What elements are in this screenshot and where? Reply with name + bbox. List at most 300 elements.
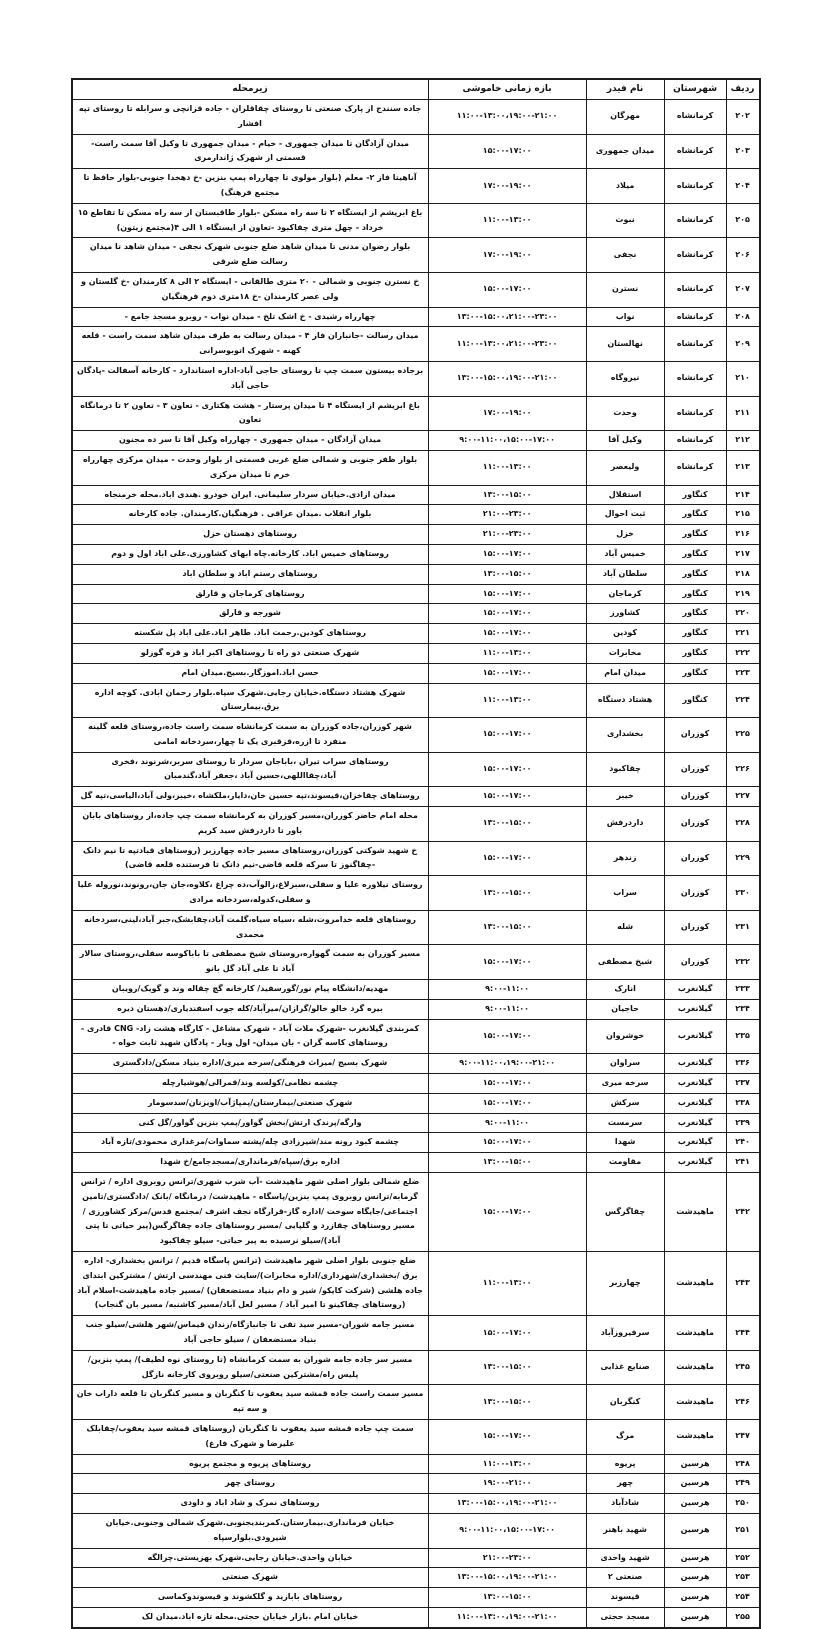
row-number-cell: ۲۲۱: [726, 624, 759, 644]
feeder-cell: نواب: [586, 307, 664, 327]
outage-time-cell: [428, 945, 586, 980]
feeder-cell: میدان امام: [586, 663, 664, 683]
row-number-cell: ۲۲۷: [726, 787, 759, 807]
outage-time-cell: [428, 752, 586, 787]
feeder-cell: شهدا: [586, 1133, 664, 1153]
outage-time-cell: [428, 663, 586, 683]
subneighborhood-cell: باغ ابریشم از ایستگاه ۴ تا میدان پرستار - هشت هکتاری - تعاون ۳ - تعاون ۲ تا درمانگاه تعاون: [72, 396, 429, 431]
table-row: [72, 1588, 760, 1608]
table-row: [72, 604, 760, 624]
outage-time-cell: [428, 910, 586, 945]
subneighborhood-cell: جاده سنندج از پارک صنعتی تا روستای چقاقلران - جاده قزانچی و سرابله تا روستای تپه افشار: [72, 100, 429, 135]
outage-time-value: ۱۵:۰۰-۱۷:۰۰: [482, 1137, 532, 1147]
row-number-cell: ۲۰۴: [726, 169, 759, 204]
feeder-cell: مهرگان: [586, 100, 664, 135]
outage-time-value: ۹:۰۰-۱۱:۰۰: [485, 1003, 530, 1013]
subneighborhood-cell: محله امام حاضر کوزران،مسیر کوزران به کرمانشاه سمت چپ جاده،از روستاهای بابان باور تا داردرفش سید کریم: [72, 807, 429, 842]
outage-time-value: ۲۱:۰۰-۲۳:۰۰: [482, 529, 532, 539]
county-cell: گیلانغرب: [664, 1019, 726, 1054]
county-cell: گیلانغرب: [664, 1074, 726, 1094]
outage-time-value: ۱۹:۰۰-۲۱:۰۰: [482, 1478, 532, 1488]
table-row: [72, 1316, 760, 1351]
county-cell: ماهیدشت: [664, 1252, 726, 1316]
table-row: [72, 787, 760, 807]
table-row: [72, 450, 760, 485]
outage-time-cell: [428, 841, 586, 876]
county-cell: کنگاور: [664, 485, 726, 505]
row-number-cell: ۲۰۵: [726, 203, 759, 238]
row-number-cell: ۲۱۳: [726, 450, 759, 485]
row-number-cell: ۲۵۵: [726, 1607, 759, 1627]
outage-time-value: ۱۳:۰۰-۱۵:۰۰: [482, 489, 532, 499]
feeder-cell: هشتاد دستگاه: [586, 683, 664, 718]
outage-time-cell: [428, 1494, 586, 1514]
outage-time-value: ۱۳:۰۰-۱۵:۰۰: [482, 818, 532, 828]
outage-time-cell: [428, 1474, 586, 1494]
subneighborhood-cell: میدان آزادگان تا میدان جمهوری - خیام - میدان جمهوری تا وکیل آقا سمت راست-قسمتی از شهرک ژاندارمری: [72, 134, 429, 169]
outage-time-value: ۱۳:۰۰-۱۵:۰۰،۱۹:۰۰-۲۱:۰۰: [456, 373, 558, 383]
county-cell: کنگاور: [664, 643, 726, 663]
outage-time-value: ۱۱:۰۰-۱۳:۰۰،۲۱:۰۰-۲۳:۰۰: [456, 338, 558, 348]
table-row: [72, 169, 760, 204]
row-number-cell: ۲۲۶: [726, 752, 759, 787]
outage-time-value: ۱۵:۰۰-۱۷:۰۰: [482, 588, 532, 598]
outage-schedule-table: [71, 78, 761, 1629]
subneighborhood-cell: روستاهای دهستان خزل: [72, 525, 429, 545]
outage-time-value: ۱۱:۰۰-۱۳:۰۰،۱۹:۰۰-۲۱:۰۰: [456, 1611, 558, 1621]
subneighborhood-cell: خیابان امام .بازار خیابان حجتی.محله تازه اباد.میدان لک: [72, 1607, 429, 1627]
subneighborhood-cell: وارگه/پرندک ارتش/بخش گواور/پمپ بنزین گواور/گل کنی: [72, 1113, 429, 1133]
outage-time-cell: [428, 450, 586, 485]
row-number-cell: ۲۳۲: [726, 945, 759, 980]
subneighborhood-cell: خیابان واحدی.خیابان رجایی.شهرک بهزیستی.چرالگه: [72, 1548, 429, 1568]
feeder-cell: داردرفش: [586, 807, 664, 842]
table-row: [72, 307, 760, 327]
subneighborhood-cell: خیابان فرمانداری.بیمارستان.کمربندیجنوبی.شهرک شمالی وجنوبی.خیابان شیرودی.بلوارسپاه: [72, 1513, 429, 1548]
outage-time-cell: [428, 1513, 586, 1548]
row-number-cell: ۲۰۷: [726, 272, 759, 307]
table-row: [72, 1019, 760, 1054]
header-county: شهرستان: [664, 79, 726, 100]
county-cell: کوزران: [664, 807, 726, 842]
subneighborhood-cell: روستاهای نمرک و شاد اباد و داودی: [72, 1494, 429, 1514]
outage-time-value: ۹:۰۰-۱۱:۰۰،۱۵:۰۰-۱۷:۰۰: [459, 1525, 555, 1535]
outage-time-cell: [428, 1113, 586, 1133]
outage-time-cell: [428, 643, 586, 663]
outage-time-value: ۱۵:۰۰-۱۷:۰۰: [482, 729, 532, 739]
table-row: [72, 1568, 760, 1588]
subneighborhood-cell: مسیر جامه شوران-مسیر سید تقی تا جانبازگاه/زندان قیماس/شهر هلشی/سیلو جنب بنیاد مستضعفان / سیلو حاجی آباد: [72, 1316, 429, 1351]
feeder-cell: چقاکبود: [586, 752, 664, 787]
county-cell: هرسین: [664, 1588, 726, 1608]
subneighborhood-cell: روستاهای چقاخزان،قیسوند،تپه حسین خان،دایار،ملکشاه ،خیبر،ولی آباد،الیاسی،تپه گل: [72, 787, 429, 807]
table-row: [72, 999, 760, 1019]
outage-time-cell: [428, 1568, 586, 1588]
row-number-cell: ۲۳۴: [726, 999, 759, 1019]
outage-time-cell: [428, 431, 586, 451]
row-number-cell: ۲۴۵: [726, 1350, 759, 1385]
outage-time-value: ۱۳:۰۰-۱۵:۰۰: [482, 1362, 532, 1372]
subneighborhood-cell: مسیر سمت راست جاده قمشه سید یعقوب تا کنگربان و مسیر کنگربان تا قلعه داراب خان و سه تپه: [72, 1385, 429, 1420]
feeder-cell: چهر: [586, 1474, 664, 1494]
row-number-cell: ۲۱۶: [726, 525, 759, 545]
outage-time-value: ۱۵:۰۰-۱۷:۰۰: [482, 667, 532, 677]
subneighborhood-cell: روستاهای سراب تیران ،باباجان سردار تا روستای سربر،شرنوند ،فخری آباد،چقااللهی،حسین آباد ،جعفر آباد،گندمبان: [72, 752, 429, 787]
outage-time-value: ۱۱:۰۰-۱۳:۰۰: [482, 694, 532, 704]
feeder-cell: ولیعصر: [586, 450, 664, 485]
outage-time-value: ۱۳:۰۰-۱۵:۰۰: [482, 568, 532, 578]
subneighborhood-cell: بلوار ظفر جنوبی و شمالی ضلع غربی قسمتی از بلوار وحدت - میدان مرکزی چهارراه خرم تا میدان مرکزی: [72, 450, 429, 485]
subneighborhood-cell: شهرک صنعتی دو راه تا روستاهای اکبر اباد و قره گوزلو: [72, 643, 429, 663]
table-row: [72, 505, 760, 525]
row-number-cell: ۲۵۲: [726, 1548, 759, 1568]
feeder-cell: خزل: [586, 525, 664, 545]
table-row: [72, 841, 760, 876]
row-number-cell: ۲۳۶: [726, 1054, 759, 1074]
outage-time-cell: [428, 1252, 586, 1316]
subneighborhood-cell: شهرک هشتاد دستگاه.خیابان رجایی.شهرک سپاه.بلوار رحمان ابادی. کوچه اداره برق.بیمارستان: [72, 683, 429, 718]
outage-time-value: ۱۵:۰۰-۱۷:۰۰: [482, 1078, 532, 1088]
county-cell: کرمانشاه: [664, 238, 726, 273]
table-row: [72, 203, 760, 238]
outage-time-value: ۱۵:۰۰-۱۷:۰۰: [482, 548, 532, 558]
header-subneighborhood: زیرمحله: [72, 79, 429, 100]
row-number-cell: ۲۵۱: [726, 1513, 759, 1548]
outage-time-value: ۱۵:۰۰-۱۷:۰۰: [482, 1431, 532, 1441]
table-row: [72, 327, 760, 362]
outage-time-value: ۱۵:۰۰-۱۷:۰۰: [482, 284, 532, 294]
county-cell: کرمانشاه: [664, 134, 726, 169]
outage-time-cell: [428, 1173, 586, 1252]
row-number-cell: ۲۵۳: [726, 1568, 759, 1588]
county-cell: هرسین: [664, 1548, 726, 1568]
county-cell: کوزران: [664, 752, 726, 787]
feeder-cell: خیبر: [586, 787, 664, 807]
feeder-cell: شیخ مصطفی: [586, 945, 664, 980]
outage-time-cell: [428, 683, 586, 718]
county-cell: هرسین: [664, 1454, 726, 1474]
outage-time-cell: [428, 134, 586, 169]
feeder-cell: چهارزبر: [586, 1252, 664, 1316]
outage-time-value: ۱۱:۰۰-۱۳:۰۰: [482, 1458, 532, 1468]
feeder-cell: سراوان: [586, 1054, 664, 1074]
feeder-cell: سرفیروزآباد: [586, 1316, 664, 1351]
feeder-cell: شادآباد: [586, 1494, 664, 1514]
outage-time-value: ۱۵:۰۰-۱۷:۰۰: [482, 956, 532, 966]
table-body: [72, 100, 760, 1628]
table-row: [72, 1607, 760, 1627]
row-number-cell: ۲۲۳: [726, 663, 759, 683]
outage-time-cell: [428, 307, 586, 327]
outage-time-value: ۱۵:۰۰-۱۷:۰۰: [482, 791, 532, 801]
outage-time-cell: [428, 361, 586, 396]
header-outage-time: بازه زمانی خاموشی: [428, 79, 586, 100]
county-cell: کنگاور: [664, 564, 726, 584]
county-cell: کوزران: [664, 876, 726, 911]
feeder-cell: کرماجان: [586, 584, 664, 604]
outage-time-cell: [428, 1074, 586, 1094]
outage-time-value: ۱۷:۰۰-۱۹:۰۰: [482, 180, 532, 190]
table-row: [72, 1133, 760, 1153]
feeder-cell: سلطان آباد: [586, 564, 664, 584]
subneighborhood-cell: روستاهای کرماجان و قارلق: [72, 584, 429, 604]
row-number-cell: ۲۱۸: [726, 564, 759, 584]
outage-time-cell: [428, 1548, 586, 1568]
county-cell: ماهیدشت: [664, 1316, 726, 1351]
row-number-cell: ۲۴۰: [726, 1133, 759, 1153]
feeder-cell: استقلال: [586, 485, 664, 505]
row-number-cell: ۲۱۵: [726, 505, 759, 525]
subneighborhood-cell: مهدیه/دانشگاه پیام نور/گورسفید/ کارخانه گچ چقاله وند و گویک/رویبان: [72, 980, 429, 1000]
subneighborhood-cell: روستاهای کودین.رحمت اباد. طاهر اباد.علی اباد پل شکسته: [72, 624, 429, 644]
subneighborhood-cell: آناهیتا فاز ۲- معلم (بلوار مولوی تا چهارراه پمپ بنزین -خ دهخدا جنوبی-بلوار حافظ تا مجتمع فرهنگ): [72, 169, 429, 204]
outage-time-cell: [428, 544, 586, 564]
row-number-cell: ۲۱۰: [726, 361, 759, 396]
table-row: [72, 238, 760, 273]
subneighborhood-cell: روستاهای پریوه و مجتمع پریوه: [72, 1454, 429, 1474]
row-number-cell: ۲۰۶: [726, 238, 759, 273]
county-cell: گیلانغرب: [664, 1153, 726, 1173]
subneighborhood-cell: بیره گرد خالو خالو/گرازان/میرآباد/کله جوب اسفندیاری/دهستان دیره: [72, 999, 429, 1019]
county-cell: کوزران: [664, 910, 726, 945]
table-row: [72, 1419, 760, 1454]
outage-time-value: ۹:۰۰-۱۱:۰۰،۱۹:۰۰-۲۱:۰۰: [459, 1058, 555, 1068]
county-cell: کرمانشاه: [664, 307, 726, 327]
row-number-cell: ۲۰۳: [726, 134, 759, 169]
row-number-cell: ۲۴۸: [726, 1454, 759, 1474]
outage-time-value: ۱۱:۰۰-۱۳:۰۰: [482, 215, 532, 225]
subneighborhood-cell: میدان رسالت -جانبازان فاز ۴ - میدان رسالت به طرف میدان شاهد سمت راست - قلعه کهنه - شهرک اتوبوسرانی: [72, 327, 429, 362]
feeder-cell: میدان جمهوری: [586, 134, 664, 169]
table-row: [72, 1252, 760, 1316]
table-row: [72, 564, 760, 584]
table-row: [72, 1548, 760, 1568]
row-number-cell: ۲۱۷: [726, 544, 759, 564]
subneighborhood-cell: روستاهای خمیس اباد. کارخانه.چاه ابهای کشاورزی.علی اباد اول و دوم: [72, 544, 429, 564]
outage-time-cell: [428, 1588, 586, 1608]
row-number-cell: ۲۳۷: [726, 1074, 759, 1094]
subneighborhood-cell: اداره برق/سپاه/فرمانداری/مسجدجامع/خ شهدا: [72, 1153, 429, 1173]
feeder-cell: وحدت: [586, 396, 664, 431]
outage-time-cell: [428, 718, 586, 753]
county-cell: کنگاور: [664, 604, 726, 624]
subneighborhood-cell: خ شهید شوکتی کوزران،روستاهای مسیر جاده چهارزبر (روستاهای قبادتپه تا نیم دانک -چقاگنوز تا سرکه قلعه قاضی-نیم دانک تا فرستنده قلعه قاضی): [72, 841, 429, 876]
outage-time-cell: [428, 1316, 586, 1351]
row-number-cell: ۲۴۳: [726, 1252, 759, 1316]
subneighborhood-cell: کمربندی گیلانغرب -شهرک ملات آباد - شهرک مشاغل - کارگاه هشت زاد- CNG قادری - روستاهای کاسه گران - بان میدان- اول ویار - پادگان شهید ثابت خواه -: [72, 1019, 429, 1054]
county-cell: کرمانشاه: [664, 327, 726, 362]
table-row: [72, 396, 760, 431]
feeder-cell: سرمست: [586, 1113, 664, 1133]
subneighborhood-cell: ضلع شمالی بلوار اصلی شهر ماهیدشت -آب شرب شهری/ترانس روبروی اداره / ترانس گرمابه/ترانس روبروی پمپ بنزین/پاسگاه - ماهیدشت/ درمانگاه /بانک /دادگستری/تامین اجتماعی/جایگاه سوخت /اداره گاز-قرارگاه نجف اشرف /مجتمع قدس/مرکز کشاورزی /مسیر روستاهای چقازرد و گلپایی /مسیر روستاهای جاده چقاگرگس(پیر حیاتی تا پتی آباد)/سیلو نرسیده به پیر حیاتی- سیلو چقاکبود: [72, 1173, 429, 1252]
table-row: [72, 910, 760, 945]
row-number-cell: ۲۵۴: [726, 1588, 759, 1608]
subneighborhood-cell: روستاهای بابازید و گلکشوند و قیسوندوکماسی: [72, 1588, 429, 1608]
feeder-cell: ثبت احوال: [586, 505, 664, 525]
row-number-cell: ۲۲۰: [726, 604, 759, 624]
county-cell: کرمانشاه: [664, 169, 726, 204]
county-cell: گیلانغرب: [664, 980, 726, 1000]
subneighborhood-cell: بلوار رضوان مدنی تا میدان شاهد ضلع جنوبی شهرک نجفی - میدان شاهد تا میدان رسالت ضلع شرقی: [72, 238, 429, 273]
subneighborhood-cell: بلوار انقلاب .میدان عراقی . فرهنگیان.کارمندان. جاده کارخانه: [72, 505, 429, 525]
feeder-cell: مخابرات: [586, 643, 664, 663]
outage-time-cell: [428, 1607, 586, 1627]
feeder-cell: شهید باهنر: [586, 1513, 664, 1548]
table-row: [72, 1054, 760, 1074]
subneighborhood-cell: شورجه و قارلق: [72, 604, 429, 624]
outage-time-value: ۱۳:۰۰-۱۵:۰۰: [482, 922, 532, 932]
outage-time-value: ۱۳:۰۰-۱۵:۰۰: [482, 1396, 532, 1406]
table-row: [72, 876, 760, 911]
feeder-cell: سرخه میری: [586, 1074, 664, 1094]
county-cell: کنگاور: [664, 544, 726, 564]
outage-time-cell: [428, 980, 586, 1000]
table-row: [72, 1474, 760, 1494]
subneighborhood-cell: چهارراه رشیدی - خ اشک تلخ - میدان نواب - روبرو مسجد جامع -: [72, 307, 429, 327]
table-row: [72, 1513, 760, 1548]
outage-time-value: ۱۱:۰۰-۱۳:۰۰،۱۹:۰۰-۲۱:۰۰: [456, 111, 558, 121]
feeder-cell: سراب: [586, 876, 664, 911]
row-number-cell: ۲۳۱: [726, 910, 759, 945]
outage-time-cell: [428, 505, 586, 525]
row-number-cell: ۲۳۳: [726, 980, 759, 1000]
table-row: [72, 525, 760, 545]
table-row: [72, 1173, 760, 1252]
feeder-cell: نیروگاه: [586, 361, 664, 396]
county-cell: هرسین: [664, 1513, 726, 1548]
header-feeder: نام فیدر: [586, 79, 664, 100]
table-row: [72, 431, 760, 451]
outage-time-cell: [428, 238, 586, 273]
outage-time-cell: [428, 169, 586, 204]
outage-time-cell: [428, 1350, 586, 1385]
feeder-cell: کشاورز: [586, 604, 664, 624]
outage-time-cell: [428, 203, 586, 238]
feeder-cell: بخشداری: [586, 718, 664, 753]
outage-time-value: ۱۱:۰۰-۱۳:۰۰: [482, 1278, 532, 1288]
feeder-cell: نجفی: [586, 238, 664, 273]
county-cell: کرمانشاه: [664, 272, 726, 307]
feeder-cell: چقاگرگس: [586, 1173, 664, 1252]
table-row: [72, 807, 760, 842]
feeder-cell: نسترن: [586, 272, 664, 307]
subneighborhood-cell: ضلع جنوبی بلوار اصلی شهر ماهیدشت (ترانس پاسگاه قدیم / ترانس بخشداری- اداره برق /بخشداری/شهرداری/اداره مخابرات)/سایت فنی مهندسی ارتش / مشترکین ابتدای جاده هلشی (شرکت کایکو/ شیر و دام بنیاد مستضعفان) /مسیر جاده ماهیدشت-اسلام آباد (روستاهای چقاکینو تا امیر آباد / مسیر لعل آباد/مسیر کاشنبه/ مسیر بان گنجاب): [72, 1252, 429, 1316]
outage-time-value: ۱۵:۰۰-۱۷:۰۰: [482, 1327, 532, 1337]
outage-time-value: ۱۵:۰۰-۱۷:۰۰: [482, 1097, 532, 1107]
row-number-cell: ۲۵۰: [726, 1494, 759, 1514]
county-cell: کوزران: [664, 787, 726, 807]
table-row: [72, 1350, 760, 1385]
outage-time-value: ۱۵:۰۰-۱۷:۰۰: [482, 628, 532, 638]
outage-time-value: ۱۵:۰۰-۱۷:۰۰: [482, 608, 532, 618]
outage-time-cell: [428, 272, 586, 307]
county-cell: کنگاور: [664, 624, 726, 644]
table-row: [72, 1113, 760, 1133]
outage-time-value: ۹:۰۰-۱۱:۰۰،۱۵:۰۰-۱۷:۰۰: [459, 435, 555, 445]
county-cell: کنگاور: [664, 683, 726, 718]
county-cell: کرمانشاه: [664, 450, 726, 485]
county-cell: گیلانغرب: [664, 1113, 726, 1133]
feeder-cell: زندهر: [586, 841, 664, 876]
feeder-cell: صنعتی ۲: [586, 1568, 664, 1588]
outage-time-cell: [428, 1019, 586, 1054]
row-number-cell: ۲۱۹: [726, 584, 759, 604]
feeder-cell: انارک: [586, 980, 664, 1000]
county-cell: کوزران: [664, 718, 726, 753]
table-row: [72, 584, 760, 604]
outage-time-value: ۱۳:۰۰-۱۵:۰۰: [482, 1157, 532, 1167]
subneighborhood-cell: روستای نیلاوره علیا و سفلی،سبزلاغ،زالوآب،ده چراغ ،کلاوه،جان جان،رونوند،نوروله علیا و سفلی،کدوله،سردخانه مرادی: [72, 876, 429, 911]
row-number-cell: ۲۲۴: [726, 683, 759, 718]
outage-time-value: ۱۵:۰۰-۱۷:۰۰: [482, 853, 532, 863]
feeder-cell: مرگ: [586, 1419, 664, 1454]
feeder-cell: صنایع غذایی: [586, 1350, 664, 1385]
outage-time-cell: [428, 100, 586, 135]
row-number-cell: ۲۰۹: [726, 327, 759, 362]
row-number-cell: ۲۴۱: [726, 1153, 759, 1173]
outage-time-value: ۱۵:۰۰-۱۷:۰۰: [482, 145, 532, 155]
county-cell: هرسین: [664, 1494, 726, 1514]
outage-time-cell: [428, 876, 586, 911]
row-number-cell: ۲۲۲: [726, 643, 759, 663]
outage-time-value: ۱۳:۰۰-۱۵:۰۰: [482, 1592, 532, 1602]
subneighborhood-cell: میدان ازادی.خیابان سردار سلیمانی. ایران خودرو .هندی اباد.محله خرمنجاه: [72, 485, 429, 505]
outage-time-cell: [428, 787, 586, 807]
county-cell: کنگاور: [664, 525, 726, 545]
row-number-cell: ۲۴۲: [726, 1173, 759, 1252]
table-row: [72, 752, 760, 787]
outage-time-value: ۱۷:۰۰-۱۹:۰۰: [482, 249, 532, 259]
subneighborhood-cell: سمت چپ جاده قمشه سید یعقوب تا کنگربان (روستاهای قمشه سید یعقوب/چقابلک علیرضا و شهرک فارغ): [72, 1419, 429, 1454]
outage-time-value: ۱۵:۰۰-۱۷:۰۰: [482, 764, 532, 774]
table-row: [72, 1454, 760, 1474]
county-cell: کرمانشاه: [664, 361, 726, 396]
table-row: [72, 663, 760, 683]
table-row: [72, 100, 760, 135]
subneighborhood-cell: شهرک بسیج /میراث فرهنگی/سرخه میری/اداره بنیاد مسکن/دادگستری: [72, 1054, 429, 1074]
outage-time-cell: [428, 584, 586, 604]
subneighborhood-cell: باغ ابریشم از ایستگاه ۲ تا سه راه مسکن -بلوار طاقبستان از سه راه مسکن تا تقاطع ۱۵ خرداد - چهل متری چقاکبود -تعاون از ایستگاه ۱ الی ۴(مجتمع زیتون): [72, 203, 429, 238]
row-number-cell: ۲۳۵: [726, 1019, 759, 1054]
subneighborhood-cell: چشمه کبود رونه مند/شیرزادی چله/پشته سماوات/مرغداری محمودی/تازه آباد: [72, 1133, 429, 1153]
table-row: [72, 718, 760, 753]
outage-time-cell: [428, 624, 586, 644]
feeder-cell: مسجد حجتی: [586, 1607, 664, 1627]
county-cell: ماهیدشت: [664, 1419, 726, 1454]
feeder-cell: نهالستان: [586, 327, 664, 362]
outage-time-value: ۹:۰۰-۱۱:۰۰: [485, 984, 530, 994]
table-row: [72, 1093, 760, 1113]
outage-time-value: ۱۵:۰۰-۱۷:۰۰: [482, 1206, 532, 1216]
feeder-cell: سرکش: [586, 1093, 664, 1113]
outage-time-cell: [428, 485, 586, 505]
feeder-cell: کنگربان: [586, 1385, 664, 1420]
table-row: [72, 272, 760, 307]
table-row: [72, 485, 760, 505]
county-cell: گیلانغرب: [664, 1093, 726, 1113]
feeder-cell: خمیس آباد: [586, 544, 664, 564]
row-number-cell: ۲۱۴: [726, 485, 759, 505]
subneighborhood-cell: برجاده بیستون سمت چپ تا روستای حاجی آباد-اداره استاندارد - کارخانه آسفالت -پادگان حاجی آباد: [72, 361, 429, 396]
outage-time-cell: [428, 1385, 586, 1420]
row-number-cell: ۲۲۸: [726, 807, 759, 842]
subneighborhood-cell: حسن اباد.اموزگار.بسیج.میدان امام: [72, 663, 429, 683]
row-number-cell: ۲۳۰: [726, 876, 759, 911]
county-cell: کوزران: [664, 841, 726, 876]
subneighborhood-cell: شهرک صنعتی/بیمارستان/پمپاژآب/اویزنان/سدسومار: [72, 1093, 429, 1113]
county-cell: کرمانشاه: [664, 431, 726, 451]
row-number-cell: ۲۳۹: [726, 1113, 759, 1133]
